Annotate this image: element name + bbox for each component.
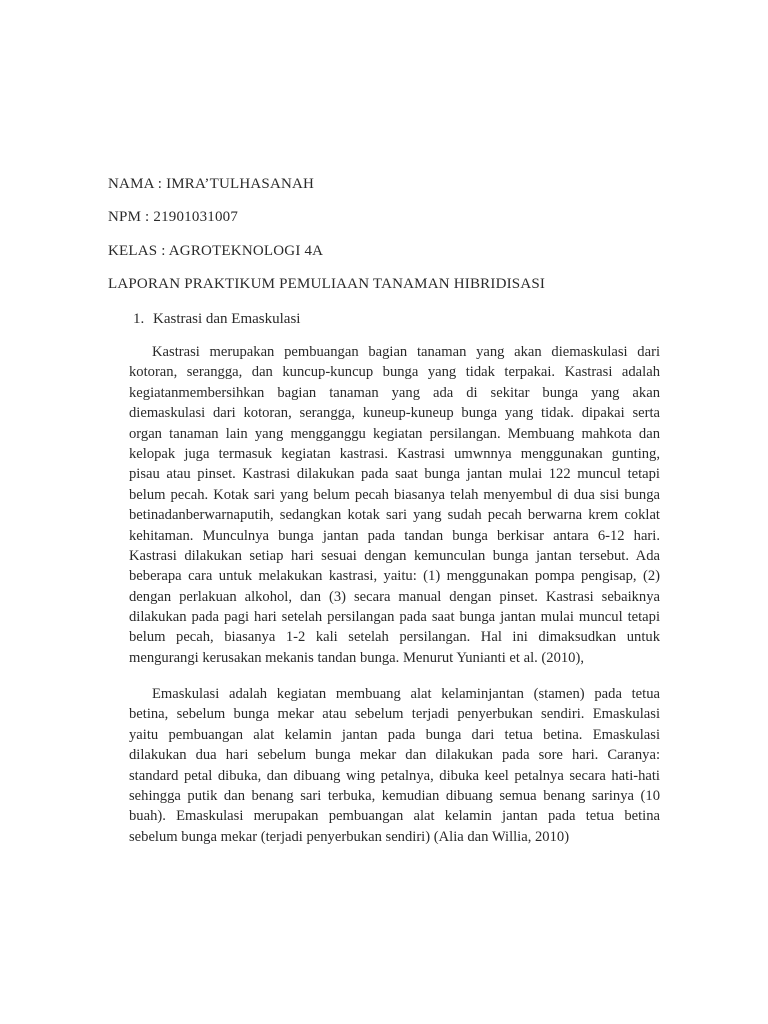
paragraph-line: kehitaman. Munculnya bunga jantan pada tandan bunga berkisar antara 6-12 hari. [129, 527, 660, 544]
paragraph-line: dengan perlakuan alkohol, dan (3) secara manual dengan pinset. Kastrasi sebaiknya [129, 588, 660, 605]
paragraph-line: betina, sebelum bunga mekar atau sebelum terjadi penyerbukan sendiri. Emaskulasi [129, 706, 660, 723]
student-npm: NPM : 21901031007 [108, 209, 239, 225]
paragraph-line: dilakukan pada pagi hari setelah persilangan pada saat bunga jantan mulai muncul tetapi [129, 609, 660, 626]
paragraph-line: belum pecah. Kotak sari yang belum pecah biasanya telah menyembul di dua sisi bunga [129, 486, 660, 503]
paragraph-line: diemaskulasi dari kotoran, serangga, kuneup-kuneup bunga yang tidak. dipakai serta [129, 405, 660, 422]
paragraph-line: standard petal dibuka, dan dibuang wing petalnya, dibuka keel petalnya secara hati-hati [129, 767, 660, 784]
paragraph-line: mengurangi kerusakan mekanis tandan bunga. Menurut Yunianti et al. (2010), [129, 649, 584, 666]
paragraph-emaskulasi [129, 684, 660, 847]
paragraph-line: Kastrasi dilakukan setiap hari sesuai dengan kemunculan bunga jantan tersebut. Ada [129, 547, 660, 564]
paragraph-line: kegiatanmembersihkan bagian tanaman yang ada di sekitar bunga yang akan [129, 384, 660, 401]
section-number: 1. [133, 311, 145, 327]
paragraph-line: belum pecah, biasanya 1-2 kali setelah persilangan. Hal ini dimaksudkan untuk [129, 629, 660, 646]
student-class: KELAS : AGROTEKNOLOGI 4A [108, 243, 324, 259]
paragraph-line: kelopak juga termasuk kegiatan kastrasi. Kastrasi umwnnya menggunakan gunting, [129, 445, 660, 462]
paragraph-line: beberapa cara untuk melakukan kastrasi, yaitu: (1) menggunakan pompa pengisap, (2) [129, 568, 660, 585]
paragraph-kastrasi [129, 342, 660, 668]
paragraph-line: sehingga putik dan benang sari terbuka, kemudian dibuang semua benang sarinya (10 [129, 787, 660, 804]
paragraph-line: sebelum bunga mekar (terjadi penyerbukan sendiri) (Alia dan Willia, 2010) [129, 828, 570, 845]
paragraph-line: Emaskulasi adalah kegiatan membuang alat kelaminjantan (stamen) pada tetua [152, 686, 660, 702]
paragraph-line: Kastrasi merupakan pembuangan bagian tanaman yang akan diemaskulasi dari [152, 344, 660, 360]
paragraph-line: yaitu pembuangan alat kelamin jantan pada bunga dari tetua betina. Emaskulasi [129, 726, 660, 743]
paragraph-line: dilakukan dua hari sebelum bunga mekar dan dilakukan pada sore hari. Caranya: [129, 747, 660, 764]
paragraph-line: kotoran, serangga, dan kuncup-kuncup bunga yang tidak terpakai. Kastrasi adalah [129, 364, 660, 381]
paragraph-line: betinadanberwarnaputih, sedangkan kotak sari yang sudah pecah berwarna krem coklat [129, 507, 660, 524]
paragraph-line: pisau atau pinset. Kastrasi dilakukan pada saat bunga jantan mulai 122 muncul tetapi [129, 466, 660, 483]
paragraph-line: organ tanaman lain yang mengganggu kegiatan persilangan. Membuang mahkota dan [129, 425, 660, 442]
paragraph-line: buah). Emaskulasi merupakan pembuangan alat kelamin jantan pada tetua betina [129, 808, 660, 825]
section-title: Kastrasi dan Emaskulasi [153, 311, 301, 327]
student-name: NAMA : IMRA’TULHASANAH [108, 176, 315, 192]
section-heading [133, 311, 300, 328]
report-title: LAPORAN PRAKTIKUM PEMULIAAN TANAMAN HIBRIDISASI [108, 276, 546, 292]
